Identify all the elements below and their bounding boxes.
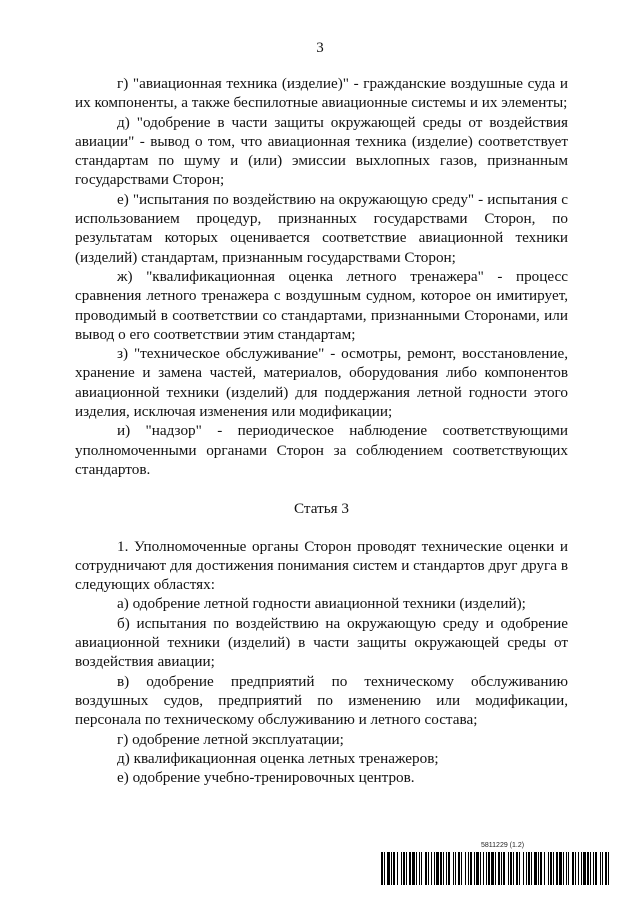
barcode	[381, 842, 611, 885]
article-list-item: б) испытания по воздействию на окружающую среду и одобрение авиационной техники (изделий) в части защиты окружающей среды от воздействия авиации;	[75, 614, 568, 671]
article-list-item: г) одобрение летной эксплуатации;	[117, 730, 344, 748]
definition-paragraph: е) "испытания по воздействию на окружающую среду" - испытания с использованием процедур, признанных государствами Сторон, по результатам которых оценивается соответствие авиационной техники (изделий) стандартам, признанным государствами Сторон;	[75, 190, 568, 266]
article-list-item: д) квалификационная оценка летных тренажеров;	[117, 749, 439, 767]
article-list-item: в) одобрение предприятий по техническому обслуживанию воздушных судов, предприятий по изменению или модификации, персонала по техническому обслуживанию и летного состава;	[75, 672, 568, 729]
definition-paragraph: и) "надзор" - периодическое наблюдение соответствующими уполномоченными органами Сторон за соблюдением соответствующих стандартов.	[75, 422, 568, 478]
article-paragraph: 1. Уполномоченные органы Сторон проводят технические оценки и сотрудничают для достижения понимания систем и стандартов друг друга в следующих областях:	[75, 537, 568, 594]
definition-paragraph: г) "авиационная техника (изделие)" - гражданские воздушные суда и их компоненты, а также беспилотные авиационные системы и их элементы;	[75, 75, 568, 112]
page-number: 3	[316, 40, 324, 56]
article-list-item: е) одобрение учебно-тренировочных центров.	[117, 769, 415, 787]
article-heading: Статья 3	[293, 500, 350, 518]
document-body	[75, 74, 568, 787]
barcode-label: 5811229 (1.2)	[481, 842, 525, 849]
article-list-item: а) одобрение летной годности авиационной техники (изделий);	[117, 595, 526, 613]
barcode-bars	[381, 852, 611, 885]
definition-paragraph: д) "одобрение в части защиты окружающей среды от воздействия авиации" - вывод о том, что авиационная техника (изделие) соответствует стандартам по шуму и (или) эмиссии выхлопных газов, признанным государствами Сторон;	[75, 113, 568, 189]
definition-paragraph: з) "техническое обслуживание" - осмотры, ремонт, восстановление, хранение и замена частей, материалов, оборудования либо компонентов авиационной техники (изделий) для поддержания летной годности этого изделия, исключая изменения или модификации;	[75, 345, 568, 421]
definition-paragraph: ж) "квалификационная оценка летного тренажера" - процесс сравнения летного тренажера с воздушным судном, которое он имитирует, проводимый в соответствии со стандартами, признанными Сторонами, или вывод о его соответствии этим стандартам;	[75, 267, 568, 343]
